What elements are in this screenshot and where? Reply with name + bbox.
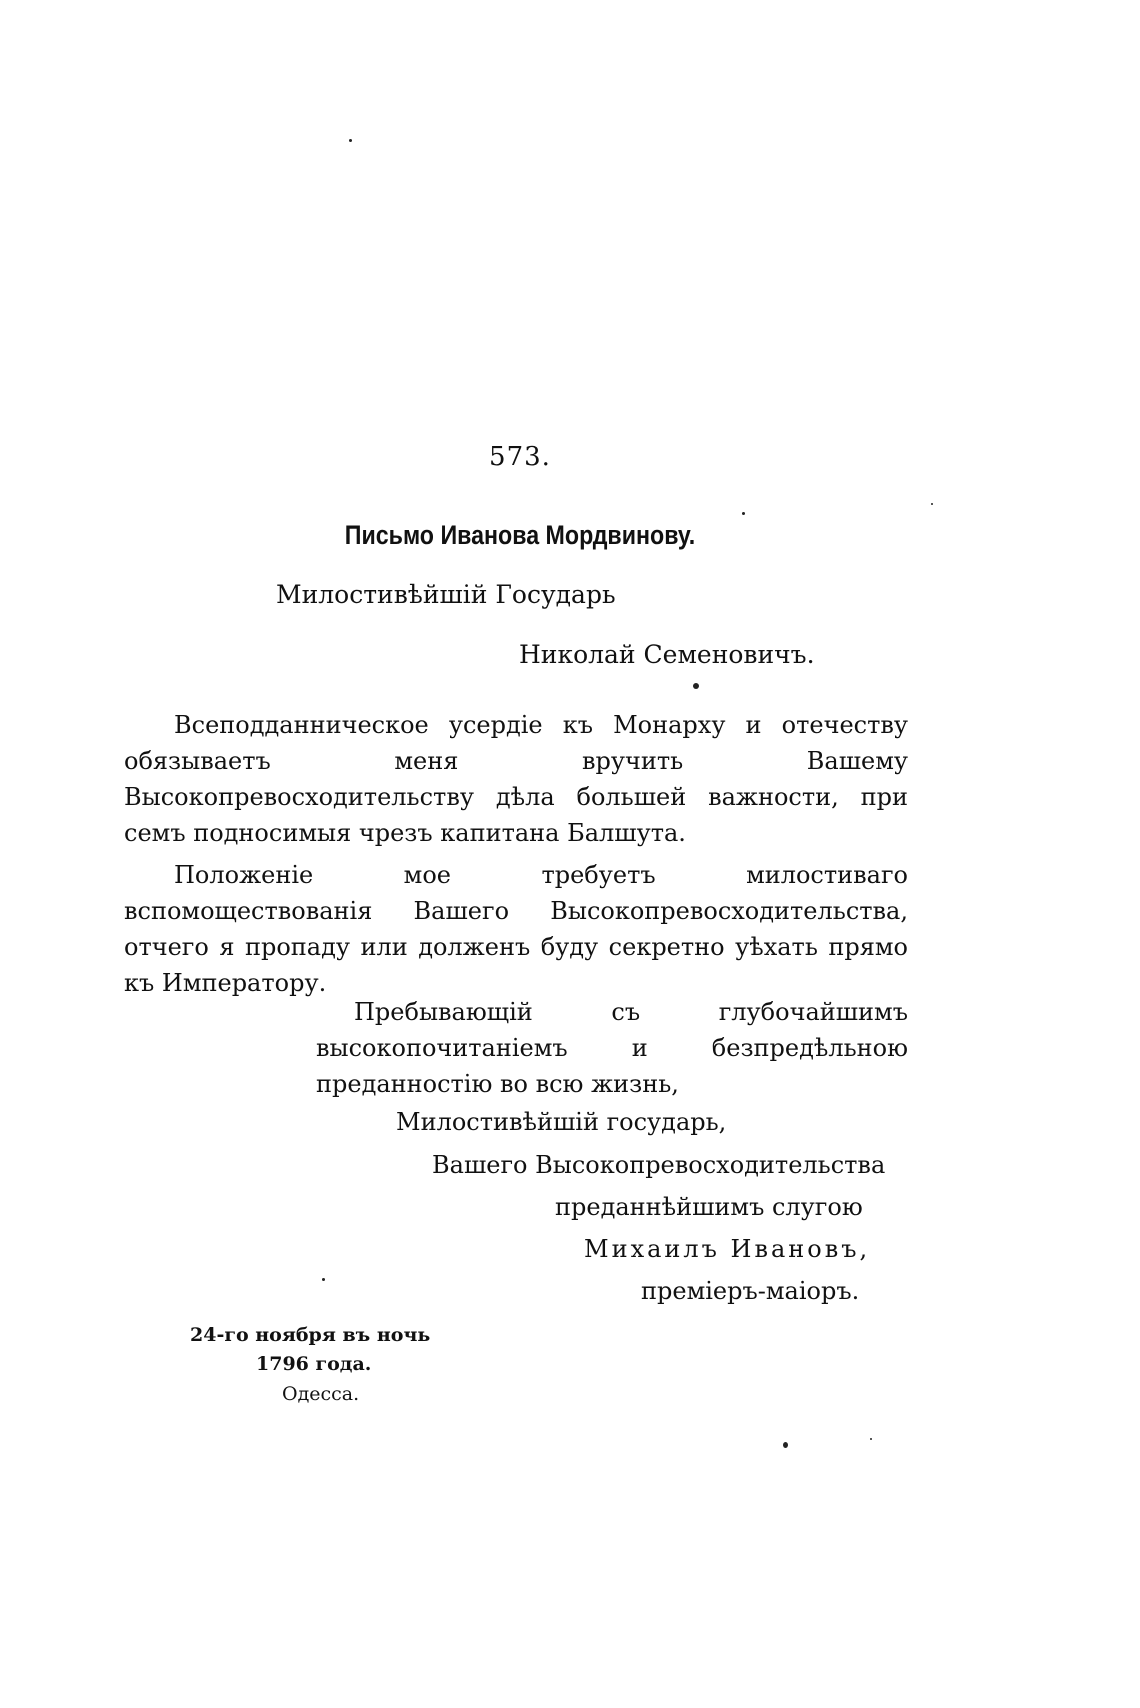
scan-speck: [322, 1278, 325, 1281]
signature-servant-line: преданнѣйшимъ слугою: [555, 1193, 863, 1221]
letter-title: Письмо Иванова Мордвинову.: [344, 520, 696, 550]
signature-address: Милостивѣйшій государь,: [396, 1108, 727, 1136]
signature-title-line: Вашего Высокопревосходительства: [432, 1151, 886, 1179]
salutation-line-1: Милостивѣйшій Государь: [276, 580, 616, 609]
salutation-line-2: Николай Семеновичъ.: [519, 640, 815, 669]
closing-text: Пребывающій съ глубочайшимъ высокопочитаніемъ и безпредѣльною преданностію во всю жизнь,: [316, 998, 908, 1098]
document-number: 573.: [489, 442, 551, 472]
dateline-year: 1796 года.: [256, 1353, 372, 1375]
scan-speck: [693, 683, 699, 689]
scan-speck: [783, 1442, 788, 1448]
paragraph-text: Всеподданническое усердіе къ Монарху и отечеству обязываетъ меня вручить Вашему Высокопревосходительству дѣла большей важности, при семъ подносимыя чрезъ капитана Балшута.: [124, 711, 908, 847]
scan-speck: [349, 139, 352, 142]
dateline-day: 24-го ноября въ ночь: [190, 1324, 431, 1346]
signature-rank: преміеръ-маіоръ.: [641, 1277, 860, 1305]
scan-speck: [931, 503, 933, 505]
letter-paragraph-1: [124, 707, 908, 851]
closing-formula: [316, 994, 908, 1102]
scan-speck: [742, 512, 745, 515]
paragraph-text: Положеніе мое требуетъ милостиваго вспомоществованія Вашего Высокопревосходительства, отчего я пропаду или долженъ буду секретно уѣхать прямо къ Императору.: [124, 861, 908, 997]
dateline-place: Одесса.: [282, 1383, 360, 1405]
letter-paragraph-2: [124, 857, 908, 1001]
signature-name-text: Михаилъ Ивановъ,: [584, 1235, 871, 1263]
scan-speck: [870, 1438, 872, 1440]
signature-name: [584, 1235, 870, 1263]
